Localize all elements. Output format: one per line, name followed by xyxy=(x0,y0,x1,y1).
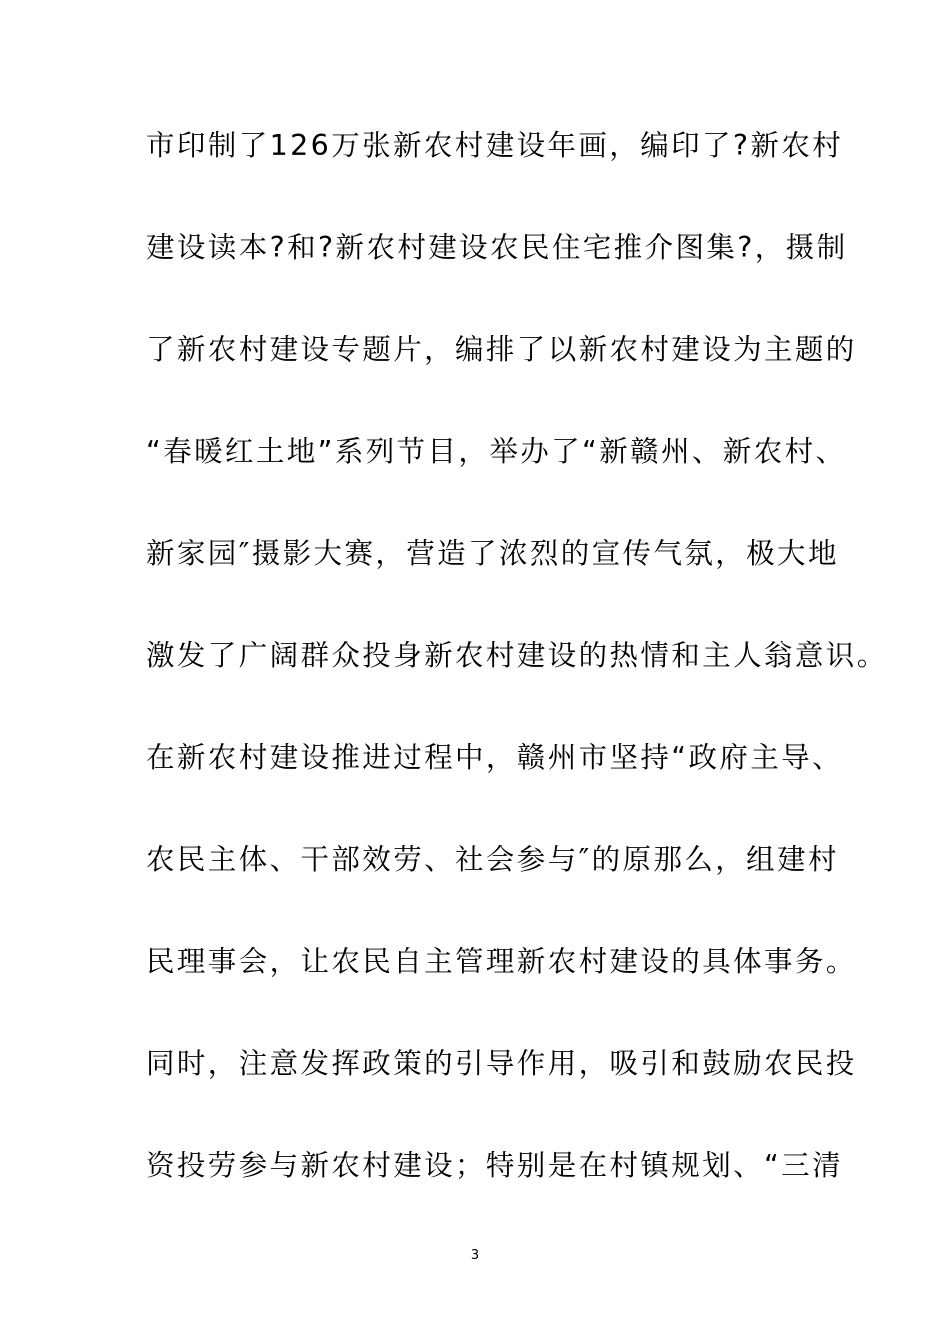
text-line: 市印制了126万张新农村建设年画，编印了?新农村 xyxy=(146,129,844,162)
text-line: 民理事会，让农民自主管理新农村建设的具体事务。 xyxy=(146,945,857,978)
text-line: 在新农村建设推进过程中，赣州市坚持“政府主导、 xyxy=(146,741,843,774)
text-line: 建设读本?和?新农村建设农民住宅推介图集?，摄制 xyxy=(146,231,848,264)
text-line: “春暖红土地”系列节目，举办了“新赣州、新农村、 xyxy=(146,435,847,468)
text-line: 了新农村建设专题片，编排了以新农村建设为主题的 xyxy=(146,333,857,366)
text-line: 新家园″摄影大赛，营造了浓烈的宣传气氛，极大地 xyxy=(146,537,839,570)
text-line: 激发了广阔群众投身新农村建设的热情和主人翁意识。 xyxy=(146,639,888,672)
text-line: 农民主体、干部效劳、社会参与″的原那么，组建村 xyxy=(146,843,839,876)
page-number: 3 xyxy=(470,1248,480,1263)
text-line: 同时，注意发挥政策的引导作用，吸引和鼓励农民投 xyxy=(146,1047,857,1080)
body-text xyxy=(146,128,888,1250)
text-line: 资投劳参与新农村建设；特别是在村镇规划、“三清 xyxy=(146,1149,843,1182)
